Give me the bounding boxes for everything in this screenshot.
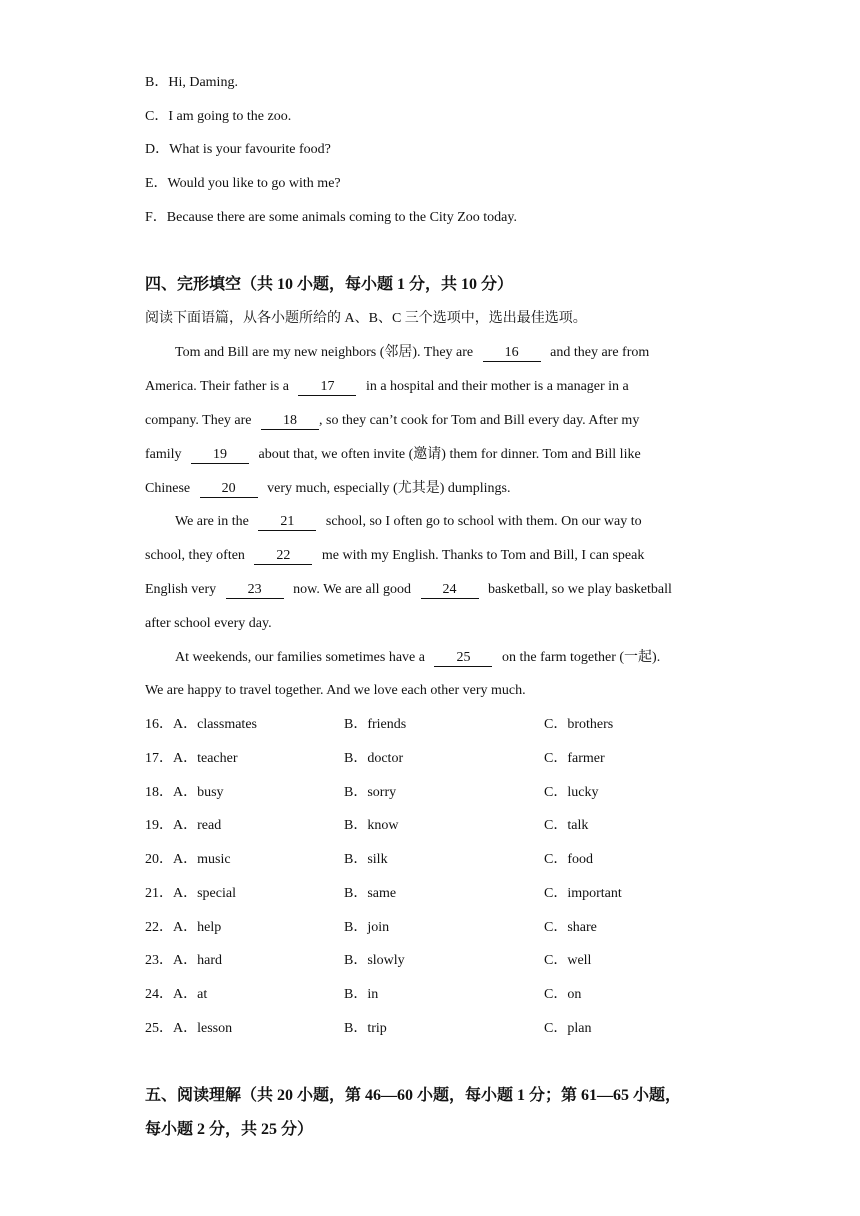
choice-b[interactable]: B．join [344,920,390,935]
passage-line [145,681,526,701]
blank-18: 18 [261,413,319,430]
choice-b[interactable]: B．friends [344,717,407,732]
question-row [145,749,745,769]
choice-c[interactable]: C．talk [544,818,589,833]
blank-23: 23 [226,582,284,599]
choice-b[interactable]: B．silk [344,852,388,867]
choice-a[interactable]: 25．A．lesson [145,1021,233,1036]
question-row [145,1019,745,1039]
passage-text: We are in the [175,514,253,529]
passage-line [145,580,672,600]
passage-text: now. We are all good [289,582,415,597]
passage-line [145,445,641,465]
choice-b[interactable]: B．same [344,886,397,901]
choice-c[interactable]: C．important [544,886,622,901]
choice-b[interactable]: B．in [344,987,379,1002]
question-row [145,783,745,803]
passage-text: English very [145,582,220,597]
passage-line [145,614,272,634]
blank-20: 20 [200,481,258,498]
passage-text: basketball, so we play basketball [484,582,672,597]
passage-text: after school every day. [145,616,272,631]
passage-text: very much, especially (尤其是) dumplings. [263,481,511,496]
choice-c[interactable]: C．brothers [544,717,614,732]
blank-19: 19 [191,447,249,464]
question-row [145,715,745,735]
choice-c[interactable]: C．share [544,920,597,935]
choice-b[interactable]: B．doctor [344,751,404,766]
choice-a[interactable]: 22．A．help [145,920,222,935]
choice-c[interactable]: C．plan [544,1021,592,1036]
passage-text: Chinese [145,481,194,496]
choice-a[interactable]: 17．A．teacher [145,751,238,766]
passage-line [175,343,649,363]
choice-c[interactable]: C．lucky [544,785,599,800]
passage-text: At weekends, our families sometimes have a [175,650,429,665]
choice-b[interactable]: B．sorry [344,785,397,800]
passage-line [145,377,629,397]
blank-17: 17 [298,379,356,396]
passage-text: Tom and Bill are my new neighbors (邻居). They are [175,345,477,360]
passage-text: family [145,447,186,462]
passage-text: in a hospital and their mother is a manager in a [362,379,629,394]
question-row [145,985,745,1005]
passage-text: about that, we often invite (邀请) them for dinner. Tom and Bill like [255,447,641,462]
question-row [145,816,745,836]
section4-heading: 四、完形填空（共 10 小题，每小题 1 分，共 10 分） [145,276,514,293]
question-row [145,951,745,971]
option-c: C．I am going to the zoo. [145,109,292,124]
passage-text: on the farm together (一起). [498,650,661,665]
passage-text: We are happy to travel together. And we love each other very much. [145,683,526,698]
blank-24: 24 [421,582,479,599]
passage-text: , so they can’t cook for Tom and Bill every day. After my [319,413,640,428]
option-d: D．What is your favourite food? [145,142,331,157]
choice-c[interactable]: C．food [544,852,593,867]
passage-text: school, they often [145,548,249,563]
question-row [145,918,745,938]
passage-line [175,512,642,532]
choice-a[interactable]: 24．A．at [145,987,208,1002]
choice-b[interactable]: B．trip [344,1021,387,1036]
section4-instruction: 阅读下面语篇，从各小题所给的 A、B、C 三个选项中，选出最佳选项。 [145,311,587,326]
choice-c[interactable]: C．on [544,987,582,1002]
passage-text: school, so I often go to school with them. On our way to [322,514,642,529]
passage-text: me with my English. Thanks to Tom and Bill, I can speak [318,548,645,563]
passage-line [145,546,644,566]
choice-a[interactable]: 23．A．hard [145,953,222,968]
choice-a[interactable]: 20．A．music [145,852,231,867]
choice-c[interactable]: C．farmer [544,751,605,766]
choice-b[interactable]: B．slowly [344,953,405,968]
blank-25: 25 [434,650,492,667]
choice-a[interactable]: 18．A．busy [145,785,224,800]
question-row [145,884,745,904]
passage-text: and they are from [546,345,650,360]
section5-heading-cont: 每小题 2 分，共 25 分） [145,1121,314,1138]
blank-22: 22 [254,548,312,565]
option-e: E．Would you like to go with me? [145,176,341,191]
passage-line [145,411,639,431]
passage-text: company. They are [145,413,256,428]
blank-21: 21 [258,514,316,531]
option-b: B．Hi, Daming. [145,75,238,90]
choice-a[interactable]: 19．A．read [145,818,222,833]
passage-text: America. Their father is a [145,379,293,394]
section5-heading: 五、阅读理解（共 20 小题，第 46—60 小题，每小题 1 分；第 61—65 小题， [145,1087,682,1104]
option-f: F．Because there are some animals coming to the City Zoo today. [145,210,517,225]
choice-a[interactable]: 16．A．classmates [145,717,257,732]
choice-b[interactable]: B．know [344,818,399,833]
question-row [145,850,745,870]
blank-16: 16 [483,345,541,362]
choice-a[interactable]: 21．A．special [145,886,236,901]
passage-line [175,648,660,668]
choice-c[interactable]: C．well [544,953,592,968]
passage-line [145,479,511,499]
